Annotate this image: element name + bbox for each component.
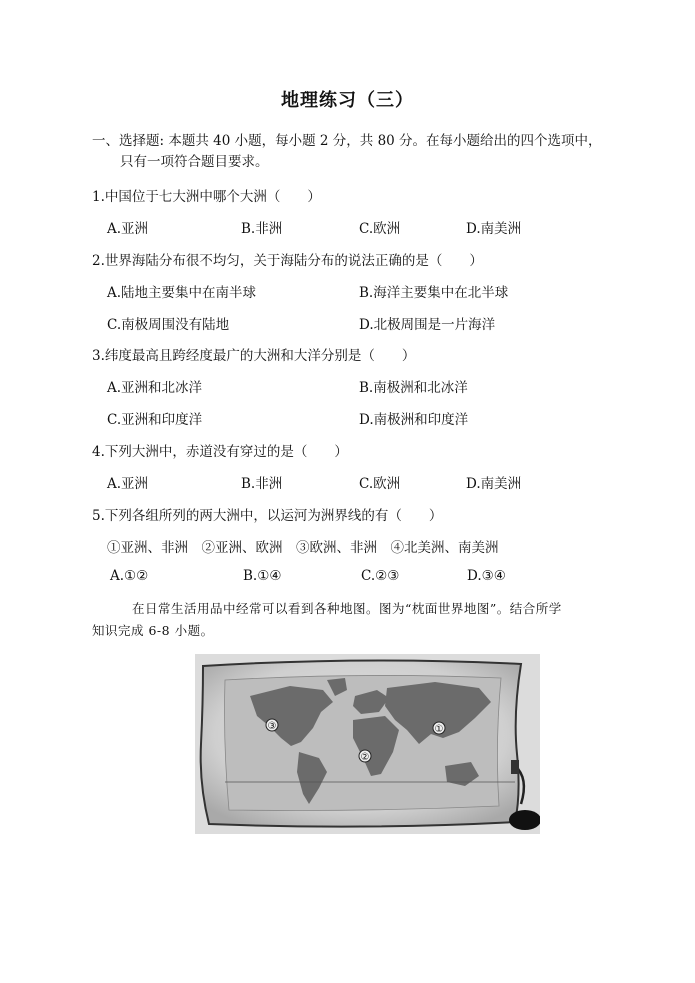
question-5-option-d: D.③④ — [467, 568, 506, 584]
marker-1-label: ① — [434, 724, 444, 735]
question-3-option-a: A.亚洲和北冰洋 — [107, 380, 203, 396]
question-5-option-c: C.②③ — [361, 568, 400, 584]
question-5-pairs: ①亚洲、非洲 ②亚洲、欧洲 ③欧洲、非洲 ④北美洲、南美洲 — [107, 540, 499, 556]
question-1-option-a: A.亚洲 — [107, 221, 149, 237]
section-line-1: 一、选择题: 本题共 40 小题，每小题 2 分，共 80 分。在每小题给出的四个选项中， — [92, 133, 602, 149]
question-5-stem: 5.下列各组所列的两大洲中，以运河为洲界线的有（ ） — [92, 508, 443, 524]
question-3-option-c: C.亚洲和印度洋 — [107, 412, 203, 428]
question-2-stem: 2.世界海陆分布很不均匀，关于海陆分布的说法正确的是（ ） — [92, 253, 483, 269]
question-4-option-a: A.亚洲 — [107, 476, 149, 492]
marker-2-label: ② — [360, 752, 370, 763]
figure-intro-line-1: 在日常生活用品中经常可以看到各种地图。图为“枕面世界地图”。结合所学 — [132, 601, 562, 616]
question-4-option-d: D.南美洲 — [466, 476, 522, 492]
figure-intro — [92, 598, 612, 642]
question-2-option-b: B.海洋主要集中在北半球 — [359, 285, 509, 301]
question-2-option-a: A.陆地主要集中在南半球 — [107, 285, 257, 301]
question-2-option-c: C.南极周围没有陆地 — [107, 317, 230, 333]
pillow-world-map-figure — [195, 654, 540, 834]
section-instructions — [92, 131, 612, 173]
page-title: 地理练习（三） — [281, 90, 414, 111]
question-1-option-d: D.南美洲 — [466, 221, 522, 237]
pillow-button — [509, 810, 540, 830]
section-line-2: 只有一项符合题目要求。 — [120, 154, 269, 170]
question-4-option-b: B.非洲 — [241, 476, 283, 492]
question-2-option-d: D.北极周围是一片海洋 — [359, 317, 496, 333]
question-3-option-d: D.南极洲和印度洋 — [359, 412, 469, 428]
figure-intro-line-2: 知识完成 6-8 小题。 — [92, 623, 214, 638]
question-1-option-b: B.非洲 — [241, 221, 283, 237]
question-1-option-c: C.欧洲 — [359, 221, 401, 237]
marker-3-label: ③ — [267, 721, 277, 732]
pillow-plug — [511, 760, 519, 774]
question-3-stem: 3.纬度最高且跨经度最广的大洲和大洋分别是（ ） — [92, 348, 416, 364]
question-4-stem: 4.下列大洲中，赤道没有穿过的是（ ） — [92, 444, 348, 460]
question-4-option-c: C.欧洲 — [359, 476, 401, 492]
question-3-option-b: B.南极洲和北冰洋 — [359, 380, 468, 396]
question-5-option-a: A.①② — [110, 568, 149, 584]
pillow-map-illustration — [195, 654, 540, 834]
question-1-stem: 1.中国位于七大洲中哪个大洲（ ） — [92, 189, 321, 205]
question-5-option-b: B.①④ — [243, 568, 282, 584]
